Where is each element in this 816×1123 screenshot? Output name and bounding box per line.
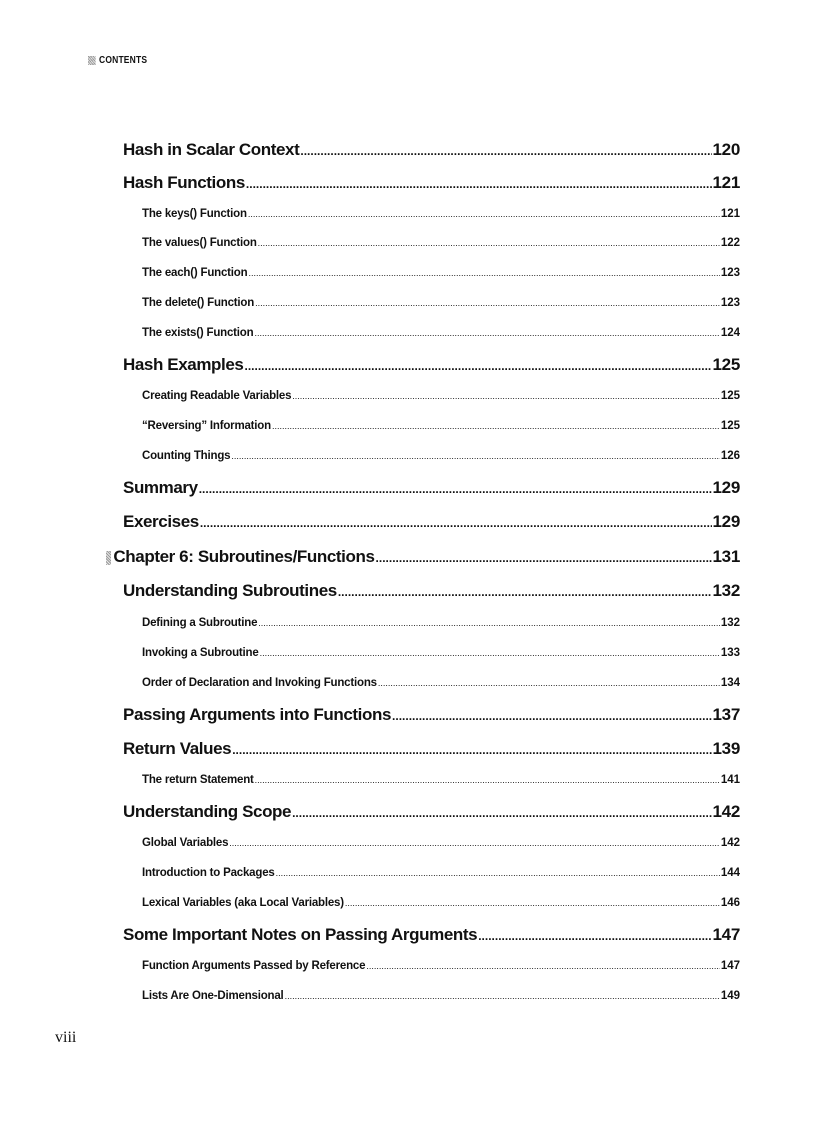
toc-entry-page: 141 <box>720 774 740 786</box>
toc-entry[interactable] <box>123 924 740 947</box>
dot-leader <box>378 675 720 691</box>
toc-entry[interactable] <box>142 388 740 404</box>
toc-entry-page: 129 <box>712 478 740 497</box>
dot-leader <box>255 772 720 788</box>
dot-leader <box>292 802 711 824</box>
dot-leader <box>300 140 711 162</box>
toc-entry-page: 147 <box>720 960 740 972</box>
toc-entry[interactable] <box>123 511 740 534</box>
dot-leader <box>292 388 720 404</box>
toc-entry[interactable] <box>123 354 740 377</box>
chapter-marker-icon <box>106 551 111 565</box>
toc-entry-page: 123 <box>720 267 740 279</box>
toc-entry-title: Lists Are One-Dimensional <box>142 990 284 1002</box>
toc-entry-title: “Reversing” Information <box>142 420 271 432</box>
dot-leader <box>231 448 719 464</box>
toc-chapter-entry[interactable] <box>106 546 740 569</box>
dot-leader <box>200 512 712 534</box>
toc-entry-page: 129 <box>712 512 740 531</box>
toc-entry[interactable] <box>142 772 740 788</box>
toc-entry-title: The exists() Function <box>142 327 254 339</box>
toc-entry[interactable] <box>142 645 740 661</box>
toc-entry[interactable] <box>123 172 740 195</box>
toc-entry-page: 124 <box>720 327 740 339</box>
toc-entry-title: Global Variables <box>142 837 229 849</box>
toc-entry-page: 125 <box>720 390 740 402</box>
dot-leader <box>232 739 711 761</box>
toc-entry[interactable] <box>142 615 740 631</box>
toc-entry-page: 146 <box>720 897 740 909</box>
toc-entry[interactable] <box>123 801 740 824</box>
toc-entry-page: 131 <box>712 547 740 566</box>
toc-entry-page: 134 <box>720 677 740 689</box>
toc-entry-title: Defining a Subroutine <box>142 617 258 629</box>
dot-leader <box>392 705 711 727</box>
toc-entry[interactable] <box>123 704 740 727</box>
toc-entry[interactable] <box>142 206 740 222</box>
toc-entry[interactable] <box>142 235 740 251</box>
toc-entry-page: 137 <box>712 705 740 724</box>
dot-leader <box>246 173 712 195</box>
dot-leader <box>248 206 720 222</box>
toc-entry-title: Understanding Scope <box>123 802 292 821</box>
toc-entry-title: Summary <box>123 478 198 497</box>
toc-entry-title: Order of Declaration and Invoking Functions <box>142 677 377 689</box>
toc-entry-page: 149 <box>720 990 740 1002</box>
dot-leader <box>272 418 720 434</box>
toc-entry-page: 132 <box>720 617 740 629</box>
toc-entry-title: The delete() Function <box>142 297 255 309</box>
toc-entry-title: Hash in Scalar Context <box>123 140 300 159</box>
dot-leader <box>260 645 720 661</box>
toc-entry[interactable] <box>142 295 740 311</box>
dot-leader <box>345 895 720 911</box>
dot-leader <box>255 295 720 311</box>
dot-leader <box>258 235 720 251</box>
toc-entry[interactable] <box>142 418 740 434</box>
toc-entry-title: Understanding Subroutines <box>123 581 337 600</box>
toc-entry-title: The each() Function <box>142 267 248 279</box>
toc-entry-page: 132 <box>712 581 740 600</box>
toc-entry-title: Creating Readable Variables <box>142 390 292 402</box>
toc-entry[interactable] <box>123 738 740 761</box>
toc-entry-title: Lexical Variables (aka Local Variables) <box>142 897 344 909</box>
page-number: viii <box>55 1029 77 1046</box>
dot-leader <box>338 581 712 603</box>
toc-entry-page: 133 <box>720 647 740 659</box>
toc-entry-page: 142 <box>720 837 740 849</box>
running-head-label: CONTENTS <box>99 55 148 66</box>
toc-entry[interactable] <box>142 988 740 1004</box>
toc-entry-title: Chapter 6: Subroutines/Functions <box>113 547 375 566</box>
toc-entry-title: Some Important Notes on Passing Arguments <box>123 925 478 944</box>
toc-entry-page: 123 <box>720 297 740 309</box>
toc-entry[interactable] <box>123 477 740 500</box>
dot-leader <box>199 478 712 500</box>
toc-entry-title: Passing Arguments into Functions <box>123 705 392 724</box>
toc-entry-title: The return Statement <box>142 774 254 786</box>
dot-leader <box>244 355 711 377</box>
toc-entry-title: The values() Function <box>142 237 257 249</box>
toc-entry-title: Invoking a Subroutine <box>142 647 259 659</box>
dot-leader <box>258 615 720 631</box>
dot-leader <box>285 988 720 1004</box>
toc-entry-title: Hash Functions <box>123 173 245 192</box>
toc-entry-page: 126 <box>720 450 740 462</box>
toc-entry-title: The keys() Function <box>142 208 247 220</box>
dot-leader <box>276 865 720 881</box>
toc-entry[interactable] <box>142 958 740 974</box>
dot-leader <box>254 325 719 341</box>
toc-entry[interactable] <box>123 139 740 162</box>
toc-entry-title: Function Arguments Passed by Reference <box>142 960 366 972</box>
dot-leader <box>229 835 720 851</box>
dot-leader <box>248 265 719 281</box>
toc-entry-page: 147 <box>712 925 740 944</box>
toc-entry-title: Hash Examples <box>123 355 244 374</box>
toc-entry-title: Introduction to Packages <box>142 867 275 879</box>
toc-entry-page: 121 <box>712 173 740 192</box>
toc-entry[interactable] <box>142 448 740 464</box>
toc-entry[interactable] <box>142 865 740 881</box>
toc-entry-page: 120 <box>712 140 740 159</box>
dot-leader <box>376 547 712 569</box>
toc-entry-title: Return Values <box>123 739 232 758</box>
dot-leader <box>478 925 711 947</box>
toc-entry-page: 125 <box>720 420 740 432</box>
toc-entry[interactable] <box>142 835 740 851</box>
toc-entry-page: 125 <box>712 355 740 374</box>
toc-entry-title: Counting Things <box>142 450 231 462</box>
toc-entry[interactable] <box>142 895 740 911</box>
toc-entry-title: Exercises <box>123 512 199 531</box>
toc-entry[interactable] <box>142 325 740 341</box>
toc-entry-page: 144 <box>720 867 740 879</box>
toc-entry-page: 142 <box>712 802 740 821</box>
toc-entry-page: 121 <box>720 208 740 220</box>
dot-leader <box>366 958 720 974</box>
toc-entry[interactable] <box>142 265 740 281</box>
toc-entry[interactable] <box>142 675 740 691</box>
toc-entry-page: 122 <box>720 237 740 249</box>
toc-entry-page: 139 <box>712 739 740 758</box>
toc-entry[interactable] <box>123 580 740 603</box>
